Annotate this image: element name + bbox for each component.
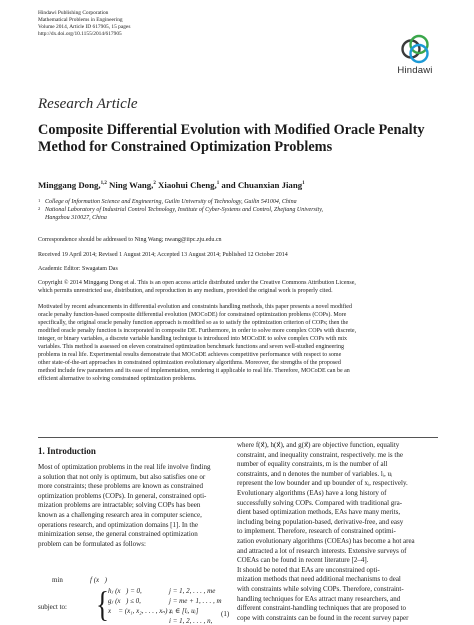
body-line: represent the low bounder and up bounder of xᵢ, respectively.	[237, 479, 408, 488]
body-line: to implement. Therefore, research of constrained optimi-	[237, 527, 396, 536]
abstract-line: other state-of-the-art approaches in constrained optimization evolutionary algorithms. Moreover, the strengths of the proposed	[38, 360, 341, 366]
body-line: where f(x⃗), h(x⃗), and g(x⃗) are objective function, equality	[237, 441, 400, 449]
constraint-lhs: gⱼ (x⃗) ≤ 0,	[108, 597, 141, 605]
body-line: Evolutionary algorithms (EAs) have a long history of	[237, 488, 387, 497]
abstract-line: specifically, the original oracle penalty function approach is modified so as to satisfy the optimization criterion of COPs; then the	[38, 320, 349, 326]
section-divider	[38, 437, 438, 438]
constraint-lhs: x⃗ = (x₁, x₂, . . . , xₙ) ,	[108, 607, 171, 615]
body-line: Most of optimization problems in the real life involve finding	[38, 463, 211, 471]
body-line: constraint, and inequality constraint, respectively. me is the	[237, 450, 403, 459]
affiliation-number: 1	[38, 198, 41, 203]
abstract-line: modified oracle penalty function is incorporated in composite DE. Furthermore, in order to solve more complex COPs with discrete,	[38, 328, 357, 334]
abstract-line: problems in real life. Experimental results demonstrate that MOCoDE achieves competitive performance with respect to some	[38, 352, 342, 358]
title-line: Composite Differential Evolution with Modified Oracle Penalty	[38, 122, 425, 138]
author-affil-marker: 2	[153, 181, 156, 187]
copyright-line: Copyright © 2014 Minggang Dong et al. This is an open access article distributed under the Creative Commons Attribution License,	[38, 280, 356, 286]
author-affil-marker: 1	[302, 181, 305, 187]
author-name[interactable]: Minggang Dong,	[38, 180, 101, 190]
affiliation-text: Hangzhou 310027, China	[45, 215, 107, 221]
academic-editor: Academic Editor: Swagatam Das	[38, 266, 118, 272]
abstract-line: method include few parameters and its ease of implementation, rendering it applicable to real life. Therefore, MOCoDE can be an	[38, 368, 350, 374]
article-type: Research Article	[38, 96, 138, 112]
paper-title	[38, 122, 438, 156]
publisher-line: Hindawi Publishing Corporation	[38, 10, 109, 16]
body-line: operations research, and optimization domains [1]. In the	[38, 520, 198, 529]
body-line: more constraints; these problems are known as constrained	[38, 482, 204, 491]
author-name[interactable]: Ning Wang,	[106, 180, 154, 190]
body-line: mization methods that need additional mechanisms to deal	[237, 575, 401, 584]
affiliation-text: College of Information Science and Engineering, Guilin University of Technology, Guilin 541004, China	[45, 199, 297, 205]
constraint-rhs: xᵢ ∈ [lᵢ, uᵢ]	[169, 607, 199, 615]
body-line: COEAs can be found in recent literature [2–4].	[237, 556, 369, 565]
abstract	[38, 303, 438, 383]
author-affil-marker: 1	[216, 181, 220, 187]
right-column-text	[237, 441, 437, 623]
body-line: handling techniques for EAs attract many researchers, and	[237, 594, 401, 603]
logo-wordmark: Hindawi	[397, 65, 433, 76]
body-line: cope with constraints can be found in the recent survey paper	[237, 613, 409, 622]
affiliation-item	[38, 214, 448, 222]
body-line: with constraints while solving COPs. Therefore, constraint-	[237, 584, 404, 593]
min-label: min	[52, 576, 63, 584]
abstract-line: integer, or binary variables, a discrete variable handling technique is introduced into MOCoDE to solve complex COPs with mix	[38, 336, 348, 342]
abstract-line: Motivated by recent advancements in differential evolution and constraints handling methods, this paper presents a novel modified	[38, 304, 352, 310]
author-name[interactable]: Xiaohui Cheng,	[155, 180, 217, 190]
body-line: dient based optimization methods, EAs have many merits,	[237, 508, 401, 517]
copyright-line: which permits unrestricted use, distribution, and reproduction in any medium, provided the original work is properly cited.	[38, 288, 333, 294]
equation-number: (1)	[221, 610, 230, 618]
affiliation-item	[38, 206, 448, 214]
author-list	[38, 180, 305, 190]
constraint-lhs: hⱼ (x⃗) = 0,	[108, 587, 142, 595]
affiliation-number: 2	[38, 206, 41, 211]
body-line: including being population-based, derivative-free, and easy	[237, 517, 404, 526]
affiliations	[38, 198, 448, 222]
body-line: minimization sense, the general constrained optimization	[38, 530, 198, 539]
correspondence: Correspondence should be addressed to Ning Wang; nwang@iipc.zju.edu.cn	[38, 237, 222, 243]
abstract-line: variables. This method is assessed on eleven constrained optimization benchmark functions and seven well-studied engineering	[38, 344, 344, 350]
body-line: zation evolutionary algorithms (COEAs) has become a hot area	[237, 536, 415, 545]
affiliation-text: National Laboratory of Industrial Control Technology, Institute of Cyber-Systems and Control, Zhejiang University,	[45, 207, 324, 213]
journal-name-line: Mathematical Problems in Engineering	[38, 17, 123, 24]
copyright-notice	[38, 279, 438, 295]
constraint-rhs: i = 1, 2, . . . , n,	[169, 617, 213, 625]
abstract-line: oracle penalty function-based composite differential evolution (MOCoDE) for constrained optimization problems (COPs). More	[38, 312, 347, 318]
constraint-rhs: j = 1, 2, . . . , me	[169, 587, 216, 595]
body-line: problem can be formulated as follows:	[38, 539, 146, 548]
objective-function: f (x⃗)	[90, 576, 107, 584]
body-line: and attracted a lot of research interests. Extensive surveys of	[237, 546, 407, 555]
title-line: Method for Constrained Optimization Problems	[38, 139, 333, 155]
body-line: number of equality constraints, m is the number of all	[237, 460, 388, 469]
abstract-line: efficient alternative to solving constrained optimization problems.	[38, 376, 197, 382]
body-line: known as a challenging research area in computer science,	[38, 510, 202, 519]
left-brace: {	[96, 584, 109, 624]
constraint-rhs: j = me + 1, . . . , m	[169, 597, 222, 605]
affiliation-item	[38, 198, 448, 206]
author-affil-marker: 1,2	[100, 181, 107, 187]
section-heading: 1. Introduction	[38, 446, 96, 456]
body-line: different constraint-handling techniques that are proposed to	[237, 604, 406, 613]
publication-dates: Received 19 April 2014; Revised 1 August 2014; Accepted 13 August 2014; Published 12 October 2014	[38, 252, 288, 258]
subject-to-label: subject to:	[38, 603, 67, 611]
body-line: mization problems are intractable; solving COPs has been	[38, 501, 201, 510]
volume-line: Volume 2014, Article ID 617905, 15 pages	[38, 24, 131, 31]
body-line: a solution that not only is optimum, but also satisfies one or	[38, 472, 206, 481]
body-line: It should be noted that EAs are unconstrained opti-	[237, 565, 380, 574]
hindawi-rings-icon	[400, 34, 430, 64]
body-line: optimization problems (COPs). In general, constrained opti-	[38, 491, 207, 500]
body-line: successfully solving COPs. Compared with traditional gra-	[237, 498, 403, 507]
left-column-text	[38, 463, 238, 549]
author-name[interactable]: and Chuanxian Jiang	[219, 180, 303, 190]
doi-link[interactable]: http://dx.doi.org/10.1155/2014/617905	[38, 31, 122, 38]
journal-info	[38, 10, 130, 38]
body-line: constraints, and n denotes the number of variables. lᵢ, uᵢ	[237, 469, 393, 478]
hindawi-logo	[394, 34, 436, 76]
